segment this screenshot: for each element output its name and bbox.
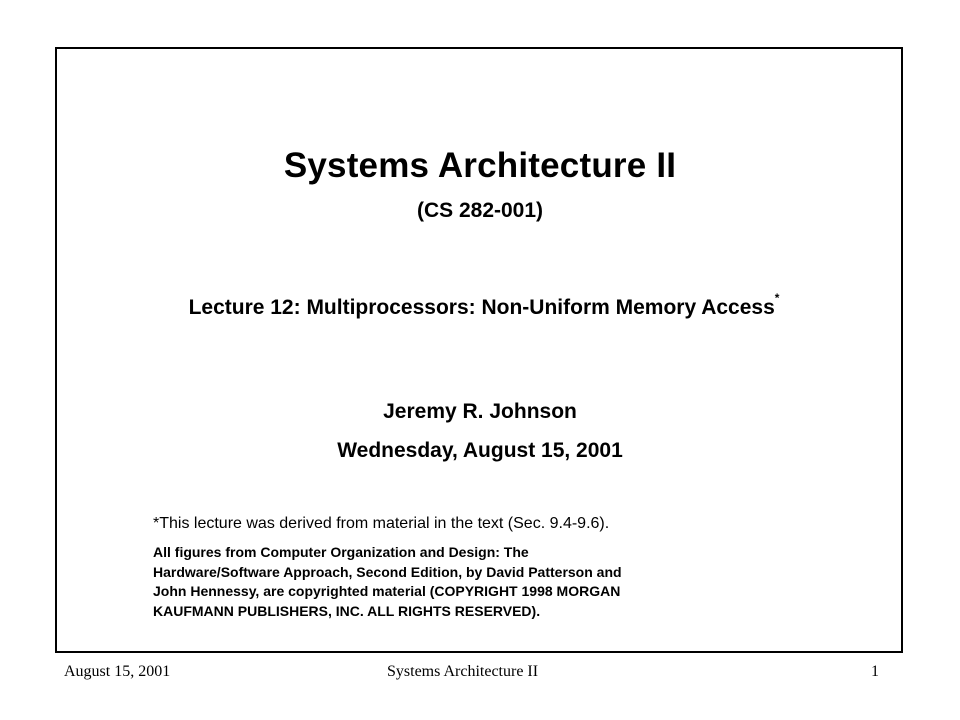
page-number: 1 <box>871 663 879 680</box>
slide-title: Systems Architecture II <box>283 146 677 185</box>
footnote: *This lecture was derived from material in the text (Sec. 9.4-9.6). <box>153 515 610 532</box>
footnote-marker: * <box>774 291 780 305</box>
course-code: (CS 282-001) <box>416 199 544 222</box>
footer-date: August 15, 2001 <box>64 663 171 680</box>
lecture-title: Lecture 12: Multiprocessors: Non-Uniform Memory Access <box>188 296 775 319</box>
copyright-line: KAUFMANN PUBLISHERS, INC. ALL RIGHTS RESERVED). <box>153 602 541 619</box>
copyright-line: Hardware/Software Approach, Second Edition, by David Patterson and <box>153 563 622 580</box>
footer-title: Systems Architecture II <box>387 663 539 680</box>
copyright-line: All figures from Computer Organization and Design: The <box>153 544 529 560</box>
copyright-notice <box>153 543 843 621</box>
author-name: Jeremy R. Johnson <box>383 400 577 423</box>
lecture-date: Wednesday, August 15, 2001 <box>337 439 623 462</box>
copyright-line: John Hennessy, are copyrighted material (COPYRIGHT 1998 MORGAN <box>153 583 621 599</box>
lecture-heading <box>0 293 960 323</box>
